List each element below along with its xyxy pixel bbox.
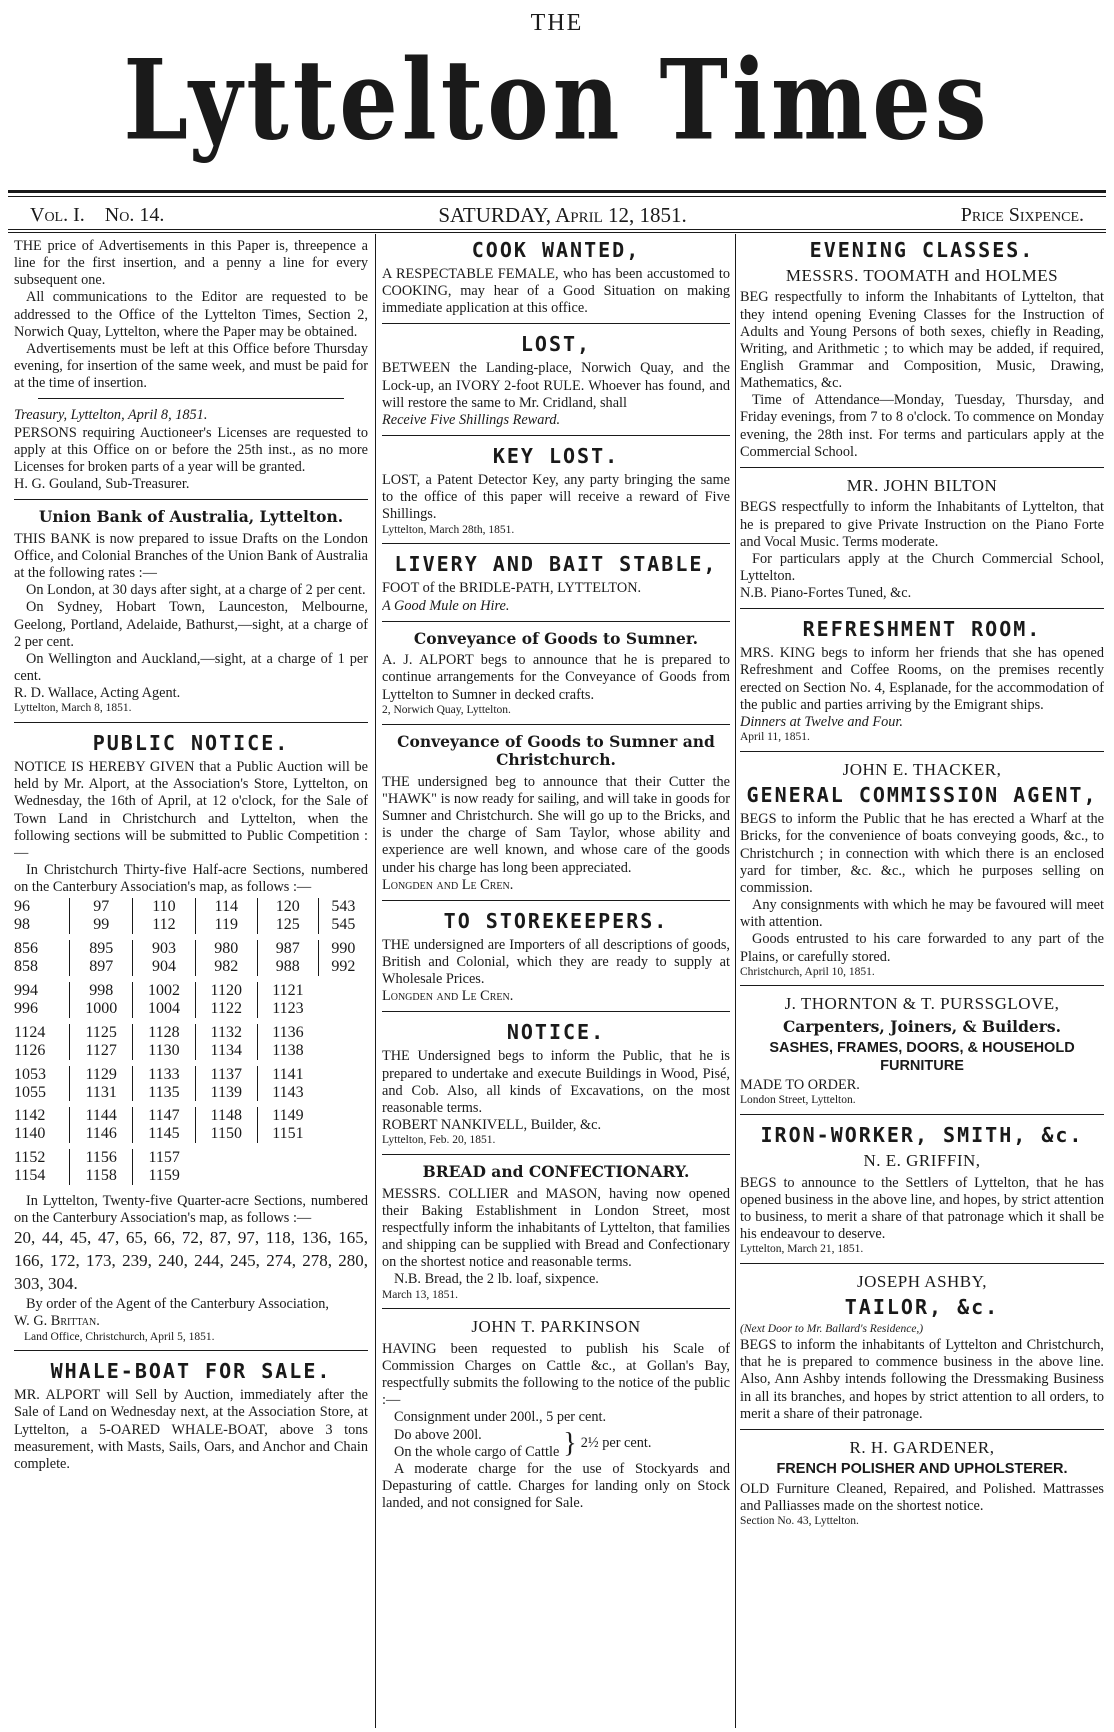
lost-heading: LOST, — [520, 332, 592, 357]
bank-date: Lyttelton, March 8, 1851. — [14, 702, 132, 715]
masthead-rule-top — [8, 190, 1106, 193]
parkinson-rate-above: Do above 200l. — [394, 1426, 482, 1443]
storekeepers-signature: Longden and Le Cren. — [382, 988, 514, 1005]
cook-wanted-advert — [382, 238, 730, 317]
carpenters-address: London Street, Lyttelton. — [740, 1094, 856, 1107]
conveyance-christchurch-signature: Longden and Le Cren. — [382, 876, 514, 893]
refreshment-date: April 11, 1851. — [740, 731, 810, 744]
section-cell: 1002 1004 — [133, 982, 196, 1018]
thacker-body: BEGS to inform the Public that he has erected a Wharf at the Bricks, for the convenience of boats conveying goods, &c., to Christchurch ; in connection with which there is an enclosed yard for timber, &c. &c., which he purposes selling on commission. — [740, 811, 1104, 896]
section-cell: 1132 1134 — [195, 1024, 257, 1060]
storekeepers-advert — [382, 909, 730, 1006]
bread-nb: N.B. Bread, the 2 lb. loaf, sixpence. — [394, 1271, 599, 1288]
issue-date: SATURDAY, April 12, 1851. — [438, 202, 687, 227]
bilton-apply: For particulars apply at the Church Commercial School, Lyttelton. — [740, 550, 1104, 584]
price: Price Sixpence. — [960, 203, 1084, 226]
parkinson-rate-lines — [382, 1427, 559, 1461]
separator — [740, 1263, 1104, 1264]
upholsterer-trade: FRENCH POLISHER AND UPHOLSTERER. — [776, 1461, 1068, 1478]
section-cell: 1136 1138 — [257, 1024, 318, 1060]
section-row — [14, 1066, 368, 1102]
separator — [382, 900, 730, 901]
upholsterer-advert — [740, 1438, 1104, 1529]
carpenters-trade: Carpenters, Joiners, & Builders. — [782, 1016, 1062, 1036]
parkinson-rate-percent: 2½ per cent. — [580, 1435, 652, 1452]
section-row — [14, 940, 368, 976]
separator — [38, 398, 344, 399]
thacker-name: JOHN E. THACKER, — [842, 759, 1002, 779]
builder-notice-body: THE Undersigned begs to inform the Public, that he is prepared to undertake and execute Buildings in Wood, Pisé, and Cob. Also, all kinds of Excavations, on the most reasonable terms. — [382, 1048, 730, 1116]
ironworker-body: BEGS to announce to the Settlers of Lyttelton, that he has opened business in the above line, and hopes, by strict attention to business, to merit a share of that patronage which it shall be his endeavour to deserve. — [740, 1174, 1104, 1243]
section-cell: 994 996 — [14, 982, 38, 1017]
section-cell: 1129 1131 — [70, 1066, 133, 1102]
refreshment-body: MRS. KING begs to inform her friends that she has opened Refreshment and Coffee Rooms, on the premises recently erected on Section No. 4, Esplanade, for the accommodation of the public and parties arriving by the Emigrant ships. — [740, 645, 1104, 713]
bank-heading: Union Bank of Australia, Lyttelton. — [38, 507, 344, 527]
separator — [740, 1114, 1104, 1115]
parkinson-body: HAVING been requested to publish his Scale of Commission Charges on Cattle &c., at Gollan's Bay, respectfully submits the following to the notice of the public :— — [382, 1340, 730, 1409]
tailor-heading: TAILOR, &c. — [844, 1295, 1000, 1320]
separator — [740, 1429, 1104, 1430]
conveyance-christchurch-heading: Conveyance of Goods to Sumner and Christchurch. — [397, 731, 715, 770]
separator — [382, 724, 730, 725]
conveyance-sumner-advert — [382, 630, 730, 718]
bilton-body: BEGS respectfully to inform the Inhabitants of Lyttelton, that he is prepared to give Private Instruction on the Piano Forte and Vocal Music. Terms moderate. — [740, 499, 1104, 550]
bread-heading: BREAD and CONFECTIONARY. — [422, 1162, 690, 1182]
storekeepers-heading: TO STOREKEEPERS. — [443, 908, 669, 933]
bilton-advert — [740, 476, 1104, 602]
section-cell: 1141 1143 — [257, 1066, 318, 1102]
christchurch-sections-intro: In Christchurch Thirty-five Half-acre Sections, numbered on the Canterbury Association's map, as follows :— — [14, 862, 368, 896]
tailor-body: BEGS to inform the inhabitants of Lyttelton and Christchurch, that he is prepared to commence business in the above line. Also, Ann Ashby intends following the Dressmaking Business in all its branches, and hopes by strict attention to all orders, to merit a share of their patronage. — [740, 1337, 1104, 1422]
issue-number: No. 14. — [104, 203, 165, 226]
separator — [382, 1011, 730, 1012]
notice-signature: W. G. Brittan. — [14, 1313, 100, 1330]
newspaper-title: Lyttelton Times — [123, 35, 991, 165]
quarter-acre-list: 20, 44, 45, 47, 65, 66, 72, 87, 97, 118, 136, 165, 166, 172, 173, 239, 240, 244, 245, 274, 278, 280, 303, 304. — [14, 1228, 368, 1294]
section-numbers-table — [14, 898, 368, 1185]
bank-rate-sydney: On Sydney, Hobart Town, Launceston, Melbourne, Geelong, Portland, Adelaide, Bathurst,—sight, at a charge of 2 per cent. — [14, 599, 368, 650]
storekeepers-body: THE undersigned are Importers of all descriptions of goods, British and Colonial, which they are ready to supply at Wholesale Prices. — [382, 936, 730, 988]
bank-signature: R. D. Wallace, Acting Agent. — [14, 685, 181, 702]
upholsterer-address: Section No. 43, Lyttelton. — [740, 1515, 859, 1528]
ironworker-advert — [740, 1123, 1104, 1257]
section-cell: 1120 1122 — [195, 982, 257, 1018]
bread-date: March 13, 1851. — [382, 1288, 459, 1301]
lost-body: BETWEEN the Landing-place, Norwich Quay, and the Lock-up, an IVORY 2-foot RULE. Whoever has found, and will restore the same to Mr. Cridland, shall — [382, 360, 730, 411]
section-cell: 1144 1146 — [70, 1107, 133, 1143]
conveyance-christchurch-body: THE undersigned beg to announce that their Cutter the "HAWK" is now ready for sailing, and will take in goods for Sumner and Christchurch. She will go up to the Bricks, and is under the charge of Sam Taylor, whose ability and experience are well known, and whose care of the goods under his charge has long been appreciated. — [382, 773, 730, 876]
treasury-signature: H. G. Gouland, Sub-Treasurer. — [14, 476, 190, 493]
masthead — [0, 0, 1114, 200]
thacker-heading: GENERAL COMMISSION AGENT, — [746, 783, 1098, 808]
section-cell: 96 98 — [14, 898, 30, 934]
builder-date: Lyttelton, Feb. 20, 1851. — [382, 1134, 496, 1147]
parkinson-rate-under: Consignment under 200l., 5 per cent. — [394, 1409, 607, 1426]
section-cell: 1148 1150 — [195, 1107, 257, 1143]
advertising-terms — [14, 238, 368, 392]
masthead-rule-bottom-2 — [8, 232, 1106, 233]
bilton-heading: MR. JOHN BILTON — [846, 475, 998, 495]
thacker-date: Christchurch, April 10, 1851. — [740, 965, 875, 978]
column-3 — [740, 238, 1104, 1728]
key-lost-heading: KEY LOST. — [492, 444, 620, 469]
section-cell: 1142 1140 — [14, 1107, 46, 1143]
public-notice — [14, 731, 368, 1344]
section-cell: 1149 1151 — [257, 1107, 318, 1143]
livery-stable-advert — [382, 552, 730, 614]
parkinson-heading: JOHN T. PARKINSON — [471, 1317, 641, 1337]
separator — [382, 543, 730, 544]
section-cell: 980 982 — [195, 940, 257, 976]
separator — [382, 621, 730, 622]
carpenters-order: MADE TO ORDER. — [740, 1077, 860, 1094]
section-cell: 987 988 — [257, 940, 318, 976]
column-rule-1 — [375, 234, 376, 1728]
separator — [14, 499, 368, 500]
dateline — [30, 203, 1084, 227]
section-cell: 903 904 — [133, 940, 196, 976]
section-cell: 1152 1154 — [14, 1149, 46, 1185]
section-cell: 1133 1135 — [133, 1066, 196, 1102]
land-office-date: Land Office, Christchurch, April 5, 1851. — [24, 1330, 215, 1343]
bank-rate-london: On London, at 30 days after sight, at a charge of 2 per cent. — [26, 582, 366, 599]
separator — [14, 1350, 368, 1351]
section-cell: 114 119 — [195, 898, 257, 934]
lost-rule-advert — [382, 332, 730, 429]
section-cell: 1121 1123 — [257, 982, 318, 1018]
lyttelton-sections-intro: In Lyttelton, Twenty-five Quarter-acre Sections, numbered on the Canterbury Association's map, as follows :— — [14, 1193, 368, 1227]
whaleboat-advert — [14, 1359, 368, 1473]
public-notice-heading: PUBLIC NOTICE. — [92, 731, 290, 756]
section-cell: 1137 1139 — [195, 1066, 257, 1102]
notice-order: By order of the Agent of the Canterbury Association, — [26, 1296, 329, 1313]
separator — [382, 1308, 730, 1309]
section-cell: 895 897 — [70, 940, 133, 976]
masthead-the: THE — [530, 10, 584, 36]
section-row — [14, 1149, 368, 1185]
section-row — [14, 1107, 368, 1143]
tailor-name: JOSEPH ASHBY, — [857, 1271, 987, 1291]
public-notice-body: NOTICE IS HEREBY GIVEN that a Public Auction will be held by Mr. Alport, at the Association's Store, Lyttelton, on Wednesday, the 16th of April, at 12 o'clock, for the Sale of Town Land in Christchurch and Lyttelton, when the following sections will be submitted to Public Competition :— — [14, 759, 368, 861]
separator — [740, 608, 1104, 609]
conveyance-christchurch-advert — [382, 733, 730, 894]
livery-heading: LIVERY AND BAIT STABLE, — [394, 552, 718, 577]
bank-rate-wellington: On Wellington and Auckland,—sight, at a charge of 1 per cent. — [14, 650, 368, 685]
communications-text: All communications to the Editor are requested to be addressed to the Office of the Lyttelton Times, Section 2, Norwich Quay, Lyttelton, where the Paper may be obtained. — [14, 289, 368, 340]
thacker-goods: Goods entrusted to his care forwarded to any part of the Plains, or carefully stored. — [740, 931, 1104, 965]
livery-location: FOOT of the BRIDLE-PATH, LYTTELTON. — [382, 580, 642, 597]
advert-terms-text: THE price of Advertisements in this Paper is, threepence a line for the first insertion, and a penny a line for every subsequent one. — [14, 238, 368, 289]
conveyance-sumner-body: A. J. ALPORT begs to announce that he is prepared to continue arrangements for the Conveyance of Goods from Lyttelton to Sumner in decked crafts. — [382, 652, 730, 703]
builder-notice — [382, 1020, 730, 1148]
section-cell: 1124 1126 — [14, 1023, 46, 1059]
refreshment-room-advert — [740, 617, 1104, 745]
refreshment-dinners: Dinners at Twelve and Four. — [740, 713, 903, 730]
whaleboat-body: MR. ALPORT will Sell by Auction, immediately after the Sale of Land on Wednesday next, at the Association Store, at Lyttelton, a 5-OARED WHALE-BOAT, above 3 tons measurement, with Masts, Sails, Oars, and Anchor and Chain complete. — [14, 1387, 368, 1472]
section-cell: 1053 1055 — [14, 1065, 46, 1101]
evening-classes-body: BEG respectfully to inform the Inhabitants of Lyttelton, that they intend opening Evening Classes for the Instruction of Adults and Young Persons of both sexes, chiefly in Reading, Writing, and Arithmetic ; to which may be added, if required, English Grammar and Composition, Music, Drawing, Mathematics, &c. — [740, 289, 1104, 392]
treasury-notice — [14, 407, 368, 493]
treasury-body: PERSONS requiring Auctioneer's Licenses are requested to apply at this Office on or before the 25th inst., as no more Licenses for broken parts of a year will be granted. — [14, 424, 368, 475]
separator — [740, 467, 1104, 468]
section-row — [14, 1024, 368, 1060]
parkinson-advert — [382, 1317, 730, 1512]
ironworker-name: N. E. GRIFFIN, — [863, 1151, 981, 1171]
masthead-rule-top-thin — [8, 196, 1106, 197]
cook-body: A RESPECTABLE FEMALE, who has been accustomed to COOKING, may hear of a Good Situation on making immediate application at this office. — [382, 266, 730, 317]
section-row — [14, 898, 368, 934]
separator — [382, 323, 730, 324]
section-cell: 990 992 — [318, 940, 368, 976]
treasury-dateline: Treasury, Lyttelton, April 8, 1851. — [14, 407, 208, 424]
thacker-consignments: Any consignments with which he may be favoured will meet with attention. — [740, 897, 1104, 931]
upholsterer-body: OLD Furniture Cleaned, Repaired, and Polished. Mattrasses and Palliasses made on the shortest notice. — [740, 1480, 1104, 1514]
bilton-nb: N.B. Piano-Fortes Tuned, &c. — [740, 585, 912, 602]
ironworker-date: Lyttelton, March 21, 1851. — [740, 1243, 864, 1256]
section-cell: 543 545 — [318, 898, 368, 934]
carpenters-advert — [740, 994, 1104, 1108]
evening-classes-times: Time of Attendance—Monday, Tuesday, Thursday, and Friday evenings, from 7 to 8 o'clock. To commence on Monday evening, the 28th inst. For terms and particulars apply at the Commercial School. — [740, 392, 1104, 460]
deadline-text: Advertisements must be left at this Office before Thursday evening, for insertion of the same week, and must be paid for at the time of insertion. — [14, 340, 368, 392]
ironworker-heading: IRON-WORKER, SMITH, &c. — [760, 1123, 1084, 1148]
bread-body: MESSRS. COLLIER and MASON, having now opened their Baking Establishment in London Street, most respectfully inform the inhabitants of Lyttelton, that families and shipping can be supplied with Bread and Confectionary on the shortest notice and reasonable terms. — [382, 1185, 730, 1271]
separator — [740, 985, 1104, 986]
conveyance-sumner-address: 2, Norwich Quay, Lyttelton. — [382, 703, 511, 716]
builder-signature: ROBERT NANKIVELL, Builder, &c. — [382, 1117, 602, 1134]
separator — [14, 722, 368, 723]
whaleboat-heading: WHALE-BOAT FOR SALE. — [50, 1359, 332, 1384]
evening-classes-heading: EVENING CLASSES. — [809, 238, 1035, 262]
lost-reward: Receive Five Shillings Reward. — [382, 411, 561, 428]
carpenters-items: SASHES, FRAMES, DOORS, & HOUSEHOLD FURNITURE — [769, 1040, 1075, 1074]
section-cell: 998 1000 — [70, 982, 133, 1018]
column-rule-2 — [735, 234, 736, 1728]
brace-glyph: } — [563, 1427, 577, 1459]
refreshment-heading: REFRESHMENT ROOM. — [802, 617, 1042, 642]
section-cell: 1125 1127 — [70, 1024, 133, 1060]
bank-body: THIS BANK is now prepared to issue Drafts on the London Office, and Colonial Branches of the Union Bank of Australia at the following rates :— — [14, 530, 368, 582]
parkinson-rate-cargo: On the whole cargo of Cattle — [394, 1443, 560, 1460]
volume: Vol. I. — [30, 203, 85, 226]
key-lost-body: LOST, a Patent Detector Key, any party bringing the same to the office of this paper will receive a reward of Five Shillings. — [382, 472, 730, 523]
cook-heading: COOK WANTED, — [471, 238, 641, 262]
section-cell: 120 125 — [257, 898, 318, 934]
carpenters-names: J. THORNTON & T. PURSSGLOVE, — [784, 994, 1060, 1014]
union-bank-advert — [14, 508, 368, 716]
section-cell: 856 858 — [14, 940, 38, 976]
separator — [382, 435, 730, 436]
section-row — [14, 982, 368, 1018]
separator — [382, 1154, 730, 1155]
column-1 — [14, 238, 368, 1728]
thacker-advert — [740, 760, 1104, 980]
parkinson-rate-group — [382, 1427, 730, 1461]
upholsterer-name: R. H. GARDENER, — [849, 1437, 995, 1457]
conveyance-sumner-heading: Conveyance of Goods to Sumner. — [413, 628, 699, 648]
section-cell: 1128 1130 — [133, 1024, 196, 1060]
bread-advert — [382, 1163, 730, 1302]
key-lost-date: Lyttelton, March 28th, 1851. — [382, 523, 515, 536]
section-cell: 97 99 — [70, 898, 133, 934]
evening-classes-advert — [740, 238, 1104, 461]
separator — [740, 751, 1104, 752]
column-2 — [382, 238, 730, 1728]
key-lost-advert — [382, 444, 730, 537]
section-cell: 1147 1145 — [133, 1107, 196, 1143]
masthead-rule-bottom — [8, 229, 1106, 230]
tailor-advert — [740, 1272, 1104, 1423]
section-cell: 1157 1159 — [133, 1149, 196, 1185]
builder-notice-heading: NOTICE. — [506, 1020, 606, 1045]
volume-number — [30, 204, 164, 227]
section-cell: 1156 1158 — [70, 1149, 133, 1185]
evening-classes-proprietors: MESSRS. TOOMATH and HOLMES — [785, 266, 1059, 285]
parkinson-footer: A moderate charge for the use of Stockyards and Depasturing of cattle. Charges for landing only on Stock landed, and not consigned for Sale. — [382, 1460, 730, 1512]
tailor-address: (Next Door to Mr. Ballard's Residence,) — [740, 1323, 924, 1336]
section-cell: 110 112 — [133, 898, 196, 934]
livery-mule: A Good Mule on Hire. — [382, 597, 510, 614]
